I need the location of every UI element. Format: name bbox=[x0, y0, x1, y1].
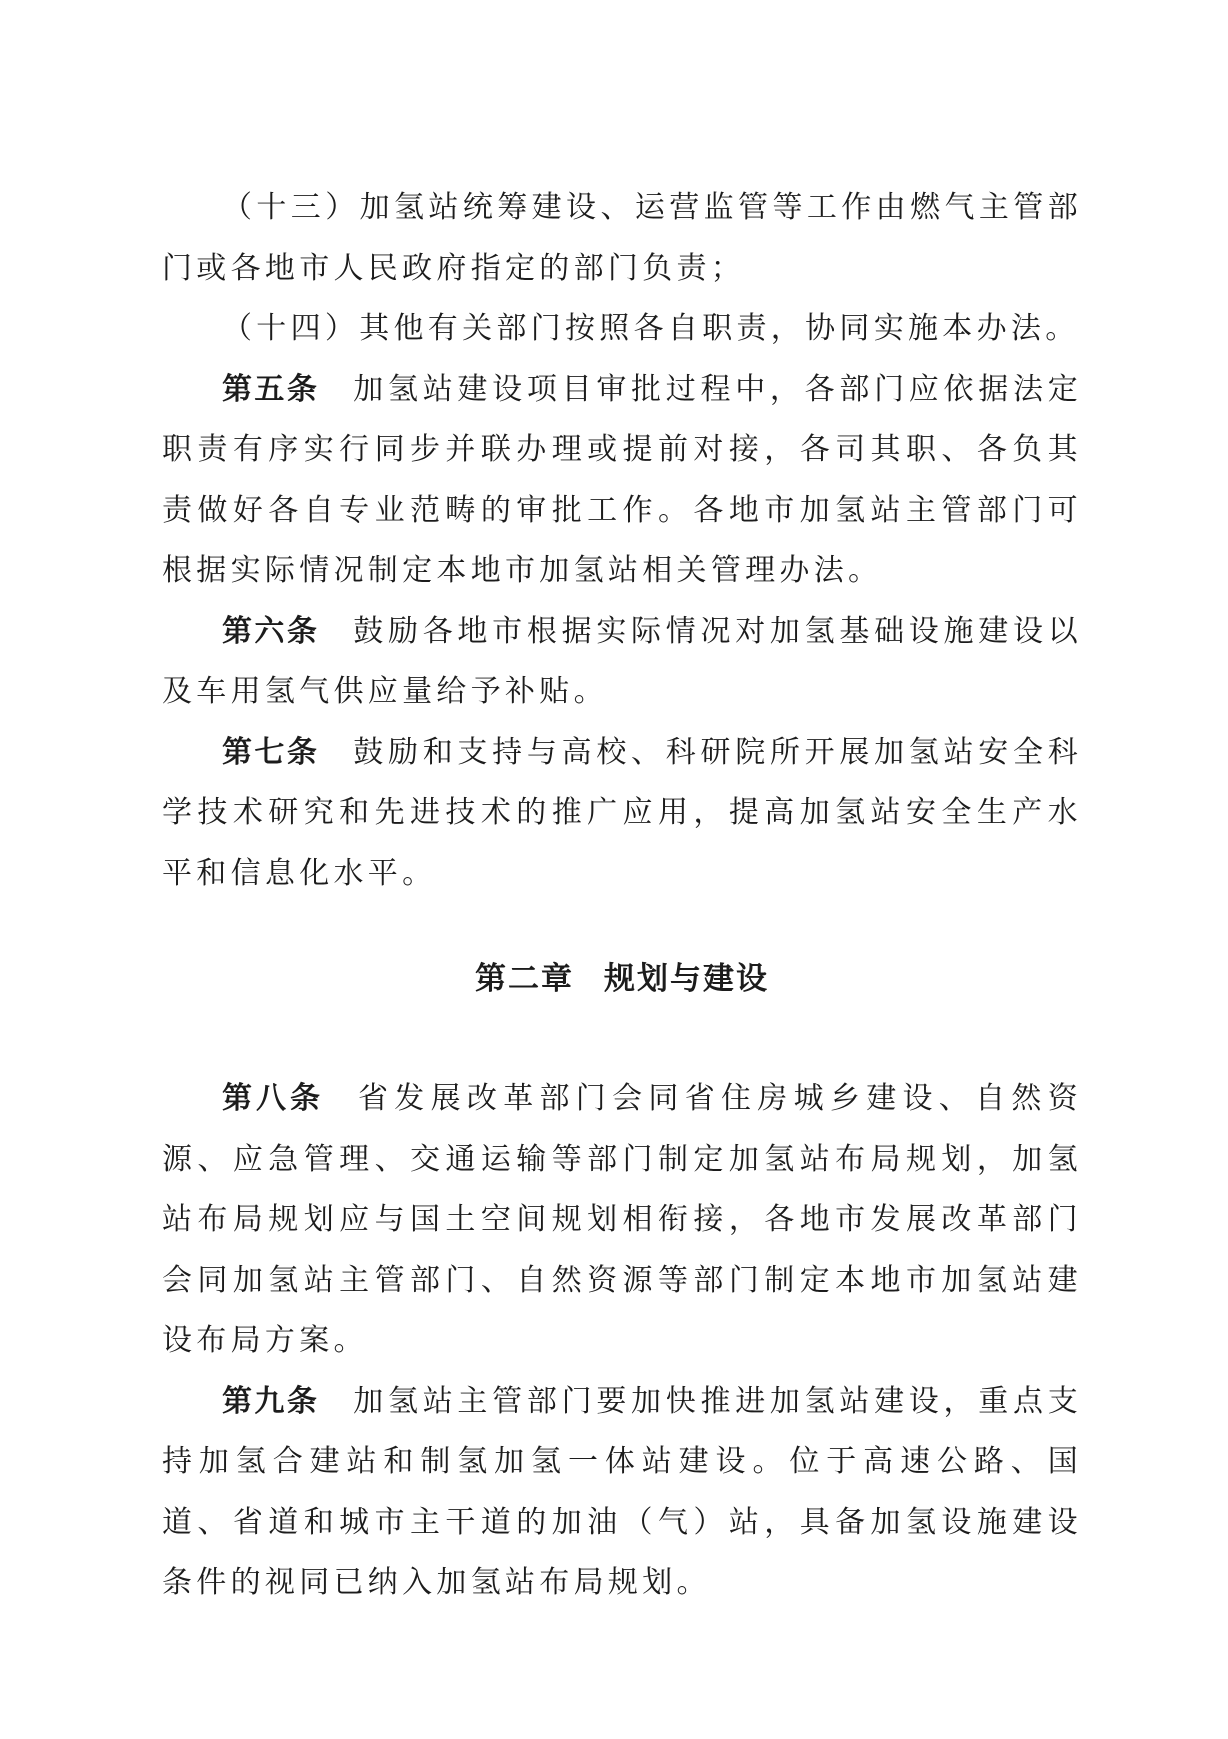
clause-text: （十四）其他有关部门按照各自职责，协同实施本办法。 bbox=[222, 311, 1080, 346]
spacer bbox=[162, 1009, 1082, 1069]
chapter-heading bbox=[162, 949, 1082, 1009]
article-text: 鼓励各地市根据实际情况对加氢基础设施建设以及车用氢气供应量给予补贴。 bbox=[162, 613, 1082, 709]
article-number: 第九条 bbox=[222, 1383, 320, 1419]
spacer bbox=[162, 904, 1082, 949]
document-body bbox=[162, 178, 1082, 1614]
article-text: 鼓励和支持与高校、科研院所开展加氢站安全科学技术研究和先进技术的推广应用，提高加氢站安全生产水平和信息化水平。 bbox=[162, 734, 1082, 891]
clause-text: （十三）加氢站统筹建设、运营监管等工作由燃气主管部门或各地市人民政府指定的部门负责； bbox=[162, 190, 1082, 286]
article-5 bbox=[162, 360, 1082, 602]
article-number: 第七条 bbox=[222, 734, 320, 770]
clause-13 bbox=[162, 178, 1082, 299]
article-number: 第五条 bbox=[222, 371, 320, 407]
article-number: 第六条 bbox=[222, 613, 320, 649]
article-7 bbox=[162, 723, 1082, 905]
article-text: 加氢站建设项目审批过程中，各部门应依据法定职责有序实行同步并联办理或提前对接，各司其职、各负其责做好各自专业范畴的审批工作。各地市加氢站主管部门可根据实际情况制定本地市加氢站相关管理办法。 bbox=[162, 371, 1082, 588]
article-text: 省发展改革部门会同省住房城乡建设、自然资源、应急管理、交通运输等部门制定加氢站布局规划，加氢站布局规划应与国土空间规划相衔接，各地市发展改革部门会同加氢站主管部门、自然资源等部门制定本地市加氢站建设布局方案。 bbox=[162, 1081, 1082, 1358]
clause-14 bbox=[162, 299, 1082, 360]
chapter-number: 第二章 bbox=[475, 961, 574, 997]
article-9 bbox=[162, 1372, 1082, 1614]
article-number: 第八条 bbox=[222, 1081, 324, 1116]
article-text: 加氢站主管部门要加快推进加氢站建设，重点支持加氢合建站和制氢加氢一体站建设。位于高速公路、国道、省道和城市主干道的加油（气）站，具备加氢设施建设条件的视同已纳入加氢站布局规划。 bbox=[162, 1383, 1082, 1600]
article-8 bbox=[162, 1069, 1082, 1372]
article-6 bbox=[162, 602, 1082, 723]
chapter-title: 规划与建设 bbox=[604, 961, 769, 997]
